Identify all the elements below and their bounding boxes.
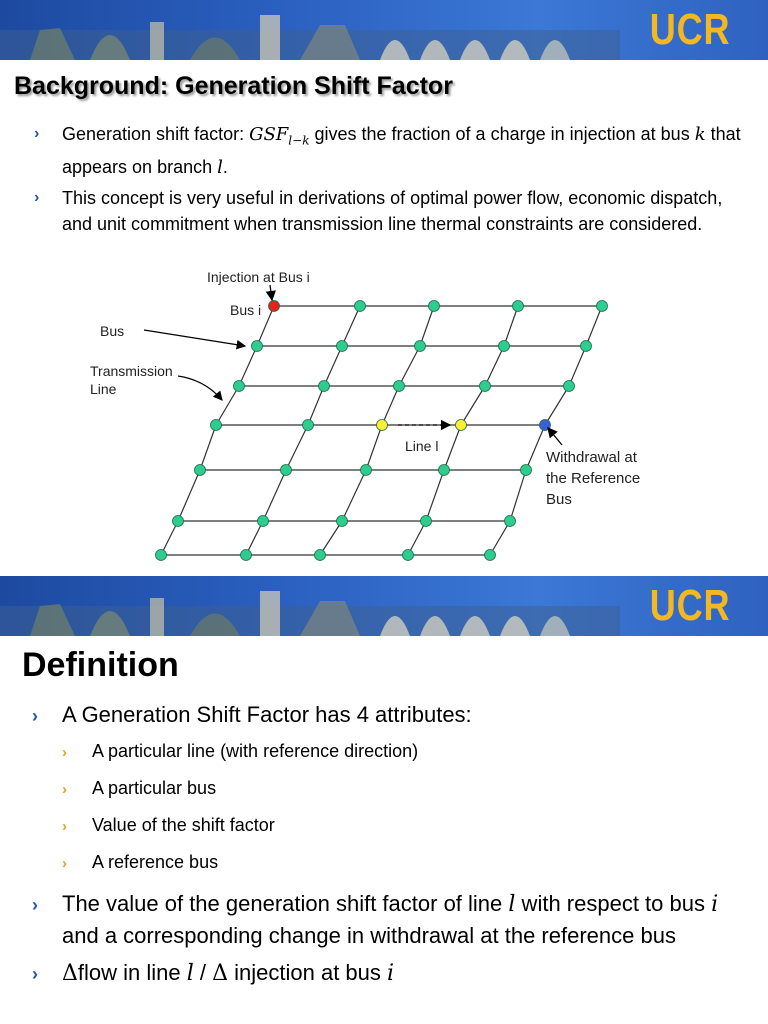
math-gsf-base: GSF bbox=[249, 124, 289, 145]
bullet-concept-usefulness bbox=[34, 185, 746, 237]
bus-pointer-arrow bbox=[144, 330, 245, 346]
chevron-right-icon: › bbox=[32, 964, 38, 984]
bus-node bbox=[337, 516, 348, 527]
chevron-right-icon: › bbox=[62, 818, 67, 835]
transmission-line bbox=[263, 470, 286, 521]
chevron-right-icon: › bbox=[62, 744, 67, 761]
injection-bus-node bbox=[269, 301, 280, 312]
transmission-line bbox=[324, 346, 342, 386]
transmission-line bbox=[399, 346, 420, 386]
bullet-text: . bbox=[222, 156, 228, 177]
bullet-text: flow in line bbox=[77, 960, 187, 985]
math-i: i bbox=[711, 892, 719, 917]
transmission-line bbox=[569, 346, 586, 386]
chevron-right-icon: › bbox=[34, 125, 40, 142]
bus-node bbox=[564, 381, 575, 392]
transmission-label-line2: Line bbox=[90, 381, 117, 397]
math-k: k bbox=[694, 124, 706, 145]
slide-2-bullets bbox=[32, 699, 752, 989]
bullet-gsf-formula bbox=[32, 957, 752, 989]
campus-skyline-image bbox=[0, 576, 620, 636]
transmission-line bbox=[426, 470, 444, 521]
bus-node bbox=[319, 381, 330, 392]
transmission-line bbox=[526, 425, 545, 470]
transmission-line bbox=[239, 346, 257, 386]
bullet-attributes bbox=[32, 699, 752, 873]
bus-node bbox=[211, 420, 222, 431]
bus-node bbox=[315, 550, 326, 561]
attribute-item bbox=[62, 740, 752, 762]
transmission-line bbox=[342, 306, 360, 346]
bus-node bbox=[421, 516, 432, 527]
attribute-item bbox=[62, 814, 752, 836]
chevron-right-icon: › bbox=[32, 895, 38, 915]
transmission-line bbox=[490, 521, 510, 555]
slide-2-title: Definition bbox=[22, 646, 179, 684]
bullet-text: with respect to bus bbox=[515, 891, 712, 916]
bus-node bbox=[394, 381, 405, 392]
slide-1-bullets bbox=[34, 121, 746, 241]
bus-i-label: Bus i bbox=[230, 302, 262, 318]
bus-node bbox=[480, 381, 491, 392]
transmission-line bbox=[420, 306, 434, 346]
math-i: i bbox=[387, 961, 395, 986]
bullet-text: and a corresponding change in withdrawal at the reference bus bbox=[62, 923, 676, 948]
attribute-item bbox=[62, 851, 752, 873]
line-l-end-bus-node bbox=[456, 420, 467, 431]
bullet-text: A Generation Shift Factor has 4 attributes: bbox=[62, 702, 472, 727]
attribute-text: A reference bus bbox=[92, 852, 219, 872]
transmission-line bbox=[382, 386, 399, 425]
transmission-line bbox=[485, 346, 504, 386]
bus-node bbox=[505, 516, 516, 527]
bus-node bbox=[156, 550, 167, 561]
bus-node bbox=[303, 420, 314, 431]
bus-node bbox=[241, 550, 252, 561]
injection-arrow bbox=[270, 285, 272, 300]
chevron-right-icon: › bbox=[34, 188, 40, 206]
bus-label: Bus bbox=[100, 323, 125, 339]
transmission-line bbox=[342, 470, 366, 521]
bus-node bbox=[355, 301, 366, 312]
transmission-line bbox=[444, 425, 461, 470]
transmission-line bbox=[366, 425, 382, 470]
bus-node bbox=[429, 301, 440, 312]
chevron-right-icon: › bbox=[62, 781, 67, 798]
withdrawal-label-line1: Withdrawal at bbox=[546, 449, 637, 466]
bus-node bbox=[581, 341, 592, 352]
transmission-line-pointer-arrow bbox=[178, 376, 222, 400]
bullet-text: This concept is very useful in derivations of optimal power flow, economic dispatch, and unit commitment when transmission line thermal constraints are considered. bbox=[62, 187, 723, 234]
chevron-right-icon: › bbox=[62, 855, 67, 872]
bus-node bbox=[337, 341, 348, 352]
injection-label: Injection at Bus i bbox=[207, 269, 310, 285]
transmission-line bbox=[320, 521, 342, 555]
transmission-line bbox=[308, 386, 324, 425]
line-l-label: Line l bbox=[405, 438, 439, 454]
bullet-text: / bbox=[193, 960, 213, 985]
bus-node bbox=[415, 341, 426, 352]
transmission-line bbox=[545, 386, 569, 425]
withdrawal-arrow bbox=[548, 428, 562, 445]
power-grid-diagram bbox=[80, 262, 680, 572]
bullet-text: injection at bus bbox=[228, 960, 387, 985]
withdrawal-label-line2: the Reference bbox=[546, 470, 641, 487]
bullet-text: that appears on branch bbox=[62, 124, 741, 177]
bus-node bbox=[597, 301, 608, 312]
math-gsf-subscript: l−k bbox=[288, 133, 310, 148]
bullet-gsf-value bbox=[32, 888, 752, 951]
bus-node bbox=[439, 465, 450, 476]
bus-node bbox=[485, 550, 496, 561]
header-banner bbox=[0, 576, 768, 636]
math-delta: Δ bbox=[62, 961, 78, 986]
transmission-line bbox=[200, 425, 216, 470]
bus-node bbox=[281, 465, 292, 476]
attribute-text: Value of the shift factor bbox=[92, 815, 275, 835]
bus-node bbox=[499, 341, 510, 352]
ucr-logo: UCR bbox=[649, 5, 730, 54]
bullet-gsf-definition bbox=[34, 121, 746, 181]
bus-node bbox=[258, 516, 269, 527]
bus-node bbox=[195, 465, 206, 476]
transmission-label-line1: Transmission bbox=[90, 363, 173, 379]
bus-node bbox=[173, 516, 184, 527]
bus-node bbox=[361, 465, 372, 476]
attribute-list bbox=[62, 740, 752, 873]
math-l: l bbox=[217, 156, 223, 178]
attribute-text: A particular bus bbox=[92, 778, 217, 798]
ucr-logo: UCR bbox=[649, 581, 730, 630]
attribute-text: A particular line (with reference direction) bbox=[92, 741, 419, 761]
transmission-line bbox=[586, 306, 602, 346]
transmission-line bbox=[510, 470, 526, 521]
bus-node bbox=[403, 550, 414, 561]
transmission-line bbox=[178, 470, 200, 521]
math-l: l bbox=[186, 961, 194, 986]
slide-1-title: Background: Generation Shift Factor bbox=[14, 72, 453, 100]
line-l-end-bus-node bbox=[377, 420, 388, 431]
bus-node bbox=[521, 465, 532, 476]
bus-node bbox=[513, 301, 524, 312]
transmission-line bbox=[504, 306, 518, 346]
bullet-text: Generation shift factor: bbox=[62, 124, 250, 144]
transmission-line bbox=[461, 386, 485, 425]
math-delta: Δ bbox=[212, 961, 229, 986]
transmission-line bbox=[286, 425, 308, 470]
campus-skyline-image bbox=[0, 0, 620, 60]
header-banner bbox=[0, 0, 768, 60]
chevron-right-icon: › bbox=[32, 706, 38, 726]
bus-node bbox=[234, 381, 245, 392]
transmission-line bbox=[216, 386, 239, 425]
bullet-text: The value of the generation shift factor of line bbox=[62, 891, 509, 916]
math-gsf bbox=[249, 124, 310, 148]
bullet-text: gives the fraction of a charge in injection at bus bbox=[309, 124, 695, 144]
attribute-item bbox=[62, 777, 752, 799]
bus-node bbox=[252, 341, 263, 352]
withdrawal-label-line3: Bus bbox=[546, 491, 572, 508]
math-l: l bbox=[508, 892, 516, 917]
